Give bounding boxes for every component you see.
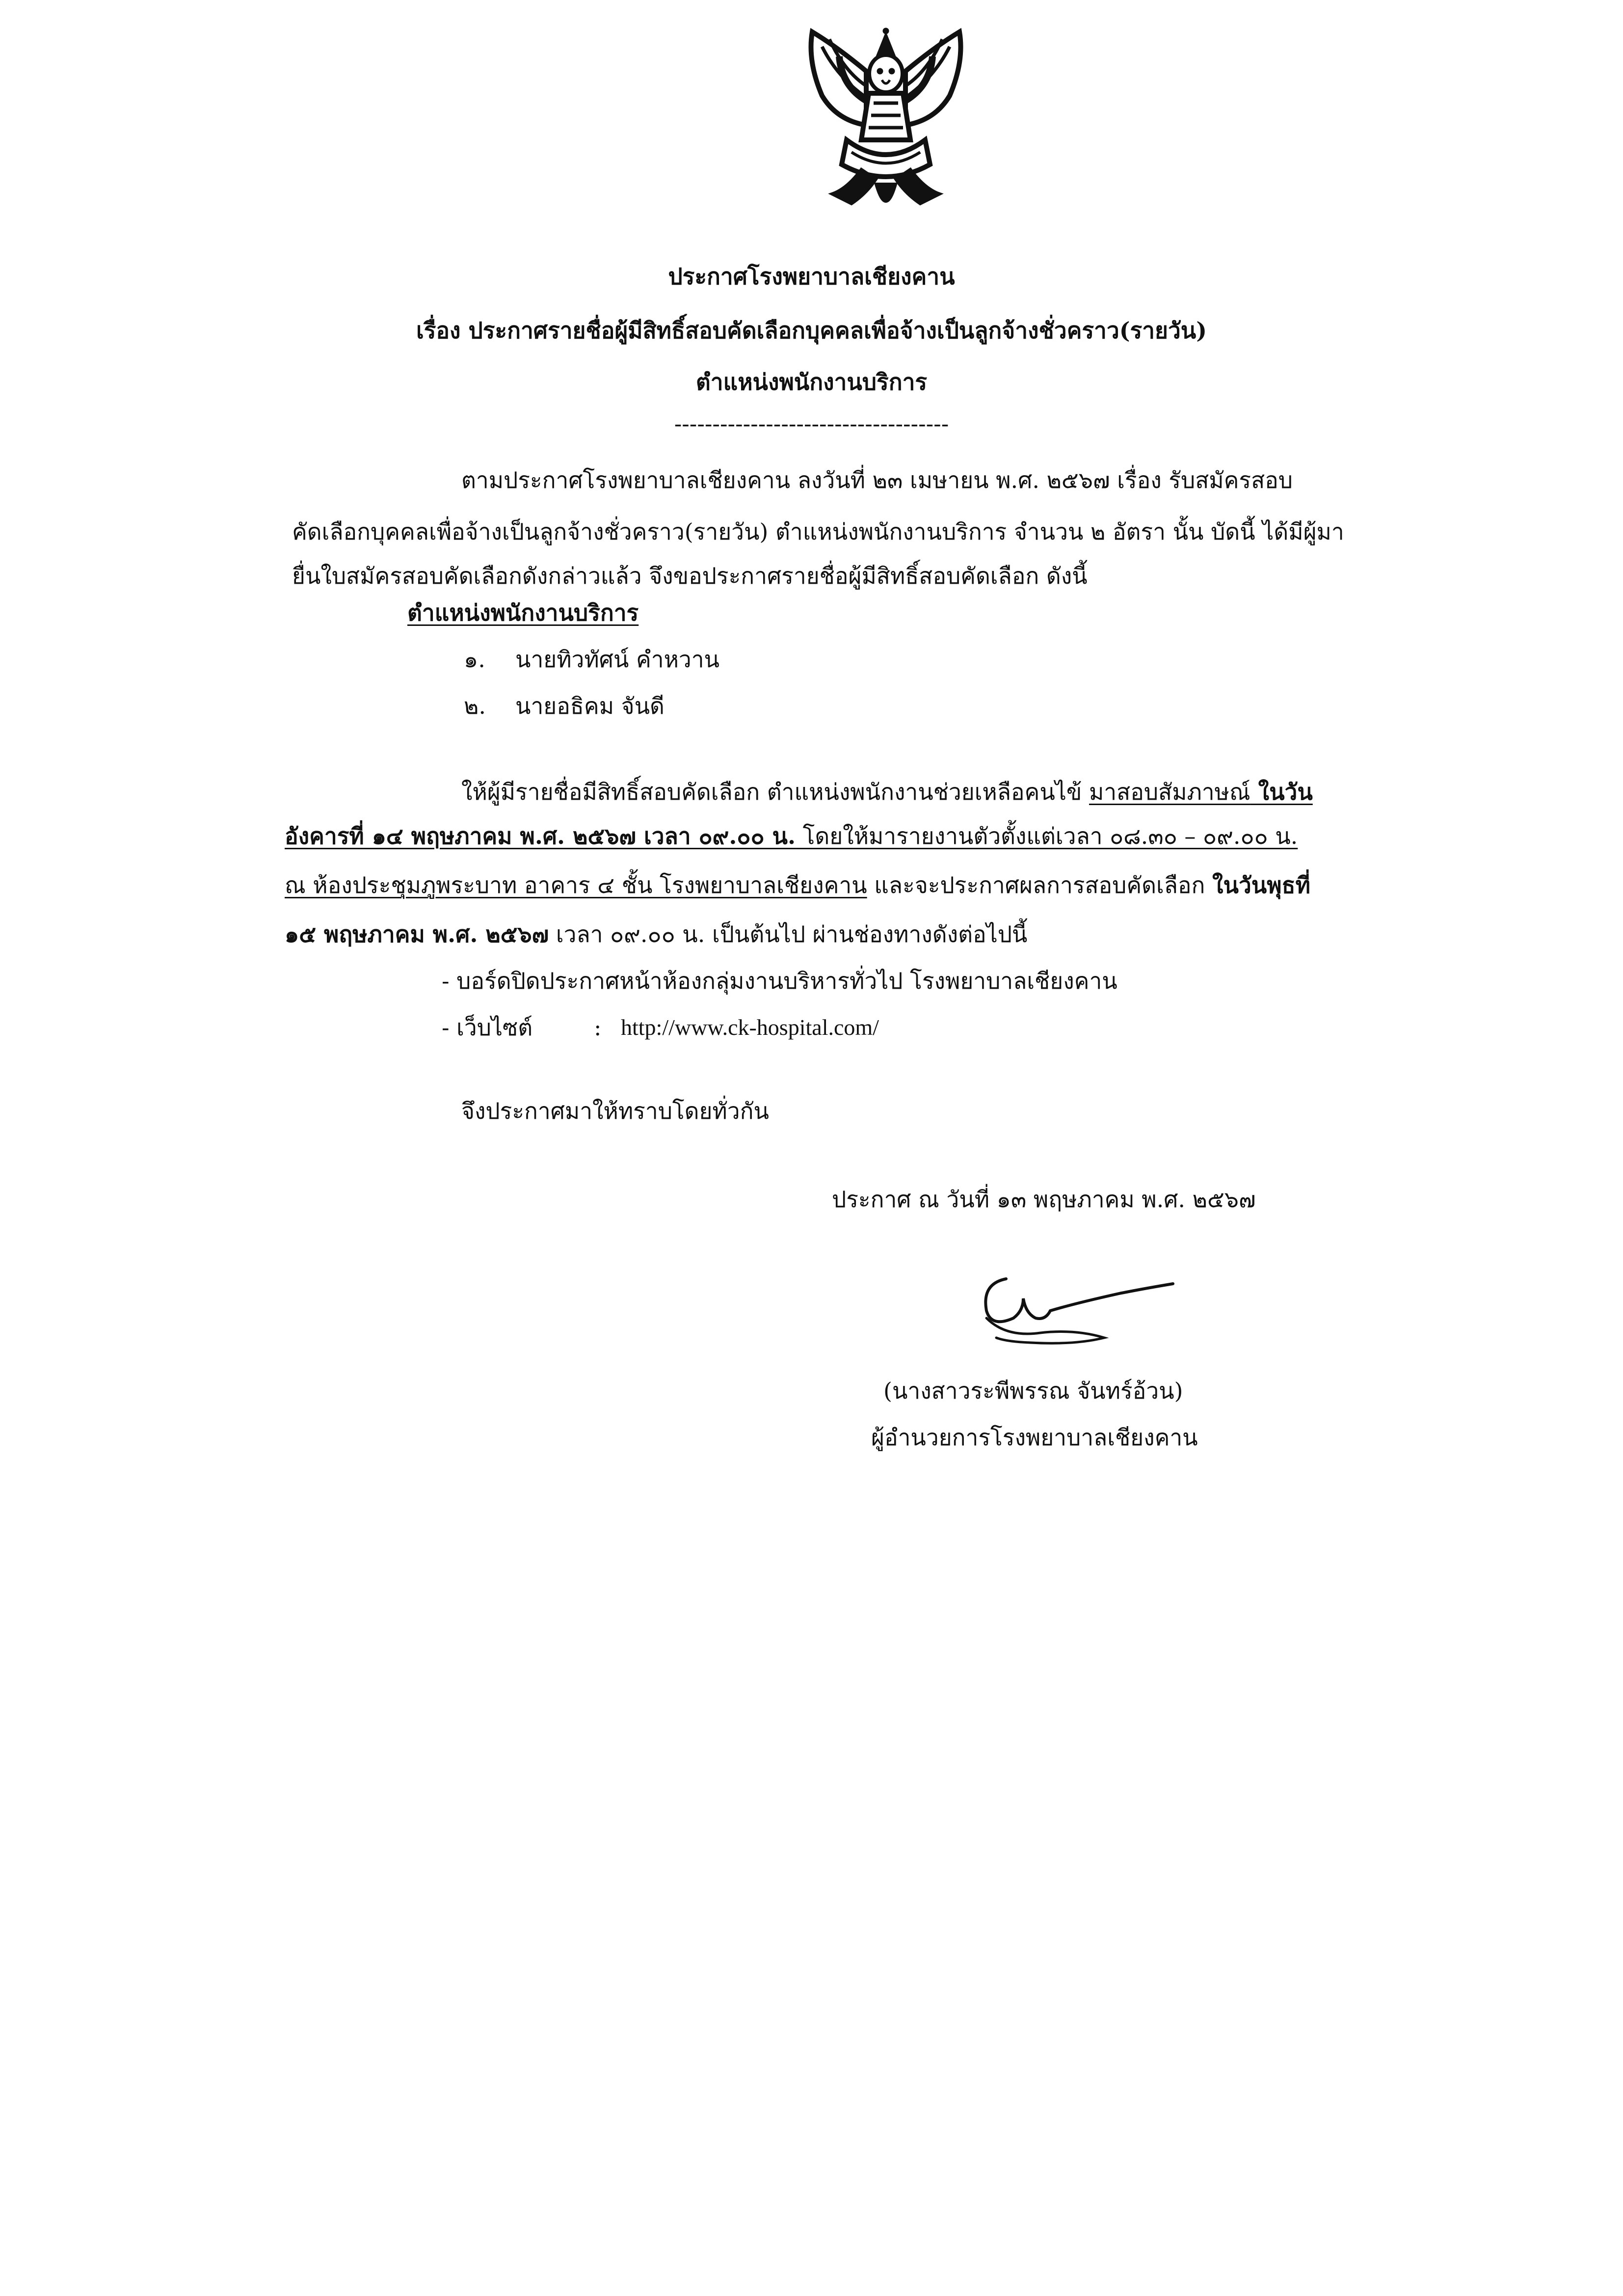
channel-website-label: - เว็บไซต์	[442, 1014, 533, 1041]
announcement-subject: เรื่อง ประกาศรายชื่อผู้มีสิทธิ์สอบคัดเลือกบุคคลเพื่อจ้างเป็นลูกจ้างชั่วคราว(รายวัน)	[416, 317, 1207, 344]
announcement-title: ประกาศโรงพยาบาลเชียงคาน	[668, 263, 955, 290]
result-date: ๑๕ พฤษภาคม พ.ศ. ๒๕๖๗	[285, 921, 549, 947]
result-date-prefix: ในวันพุธที่	[1212, 872, 1310, 898]
announcement-date: ประกาศ ณ วันที่ ๑๓ พฤษภาคม พ.ศ. ๒๕๖๗	[832, 1186, 1256, 1213]
header-divider: ------------------------------------	[674, 410, 949, 437]
intro-line-1: ตามประกาศโรงพยาบาลเชียงคาน ลงวันที่ ๒๓ เมษายน พ.ศ. ๒๕๖๗ เรื่อง รับสมัครสอบ	[461, 467, 1293, 493]
intro-line-3: ยื่นใบสมัครสอบคัดเลือกดังกล่าวแล้ว จึงขอประกาศรายชื่อผู้มีสิทธิ์สอบคัดเลือก ดังนี้	[292, 563, 1088, 589]
announcement-position: ตำแหน่งพนักงานบริการ	[695, 369, 928, 395]
intro-line-2: คัดเลือกบุคคลเพื่อจ้างเป็นลูกจ้างชั่วคราว(รายวัน) ตำแหน่งพนักงานบริการ จำนวน ๒ อัตรา นั้น บัดนี้ ได้มีผู้มา	[292, 518, 1344, 545]
closing-statement: จึงประกาศมาให้ทราบโดยทั่วกัน	[461, 1098, 769, 1124]
candidate-number: ๒.	[464, 693, 486, 719]
channel-notice-board: - บอร์ดปิดประกาศหน้าห้องกลุ่มงานบริหารทั่วไป โรงพยาบาลเชียงคาน	[442, 968, 1117, 994]
schedule-line-3	[285, 874, 1310, 896]
interview-date: อังคารที่ ๑๔ พฤษภาคม พ.ศ. ๒๕๖๗ เวลา ๐๙.๐๐ น.	[285, 823, 796, 849]
schedule-line-4	[285, 923, 1027, 945]
interview-venue: ณ ห้องประชุมภูพระบาท อาคาร ๔ ชั้น โรงพยาบาลเชียงคาน	[285, 872, 867, 898]
report-time: โดยให้มารายงานตัวตั้งแต่เวลา ๐๘.๓๐ – ๐๙.๐๐ น.	[796, 823, 1298, 849]
schedule-text: ให้ผู้มีรายชื่อมีสิทธิ์สอบคัดเลือก ตำแหน่งพนักงานช่วยเหลือคนไข้	[461, 779, 1089, 805]
garuda-emblem-icon	[793, 27, 979, 223]
channel-separator: :	[594, 1014, 602, 1041]
signatory-title: ผู้อำนวยการโรงพยาบาลเชียงคาน	[871, 1424, 1198, 1451]
signatory-name: (นางสาวระพีพรรณ จันทร์อ้วน)	[883, 1378, 1183, 1404]
schedule-text: เวลา ๐๙.๐๐ น. เป็นต้นไป ผ่านช่องทางดังต่อไปนี้	[549, 921, 1028, 947]
website-link[interactable]: http://www.ck-hospital.com/	[621, 1015, 879, 1040]
schedule-line-2	[285, 825, 1298, 847]
schedule-line-1	[461, 781, 1313, 803]
signature-icon	[977, 1264, 1183, 1362]
interview-date-prefix: ในวัน	[1250, 779, 1313, 805]
candidate-name: นายอธิคม จันดี	[515, 693, 665, 719]
schedule-text: และจะประกาศผลการสอบคัดเลือก	[867, 872, 1213, 898]
candidate-number: ๑.	[464, 646, 485, 673]
candidate-name: นายทิวทัศน์ คำหวาน	[515, 646, 719, 673]
candidates-heading: ตำแหน่งพนักงานบริการ	[407, 599, 639, 626]
interview-label: มาสอบสัมภาษณ์	[1089, 779, 1251, 805]
